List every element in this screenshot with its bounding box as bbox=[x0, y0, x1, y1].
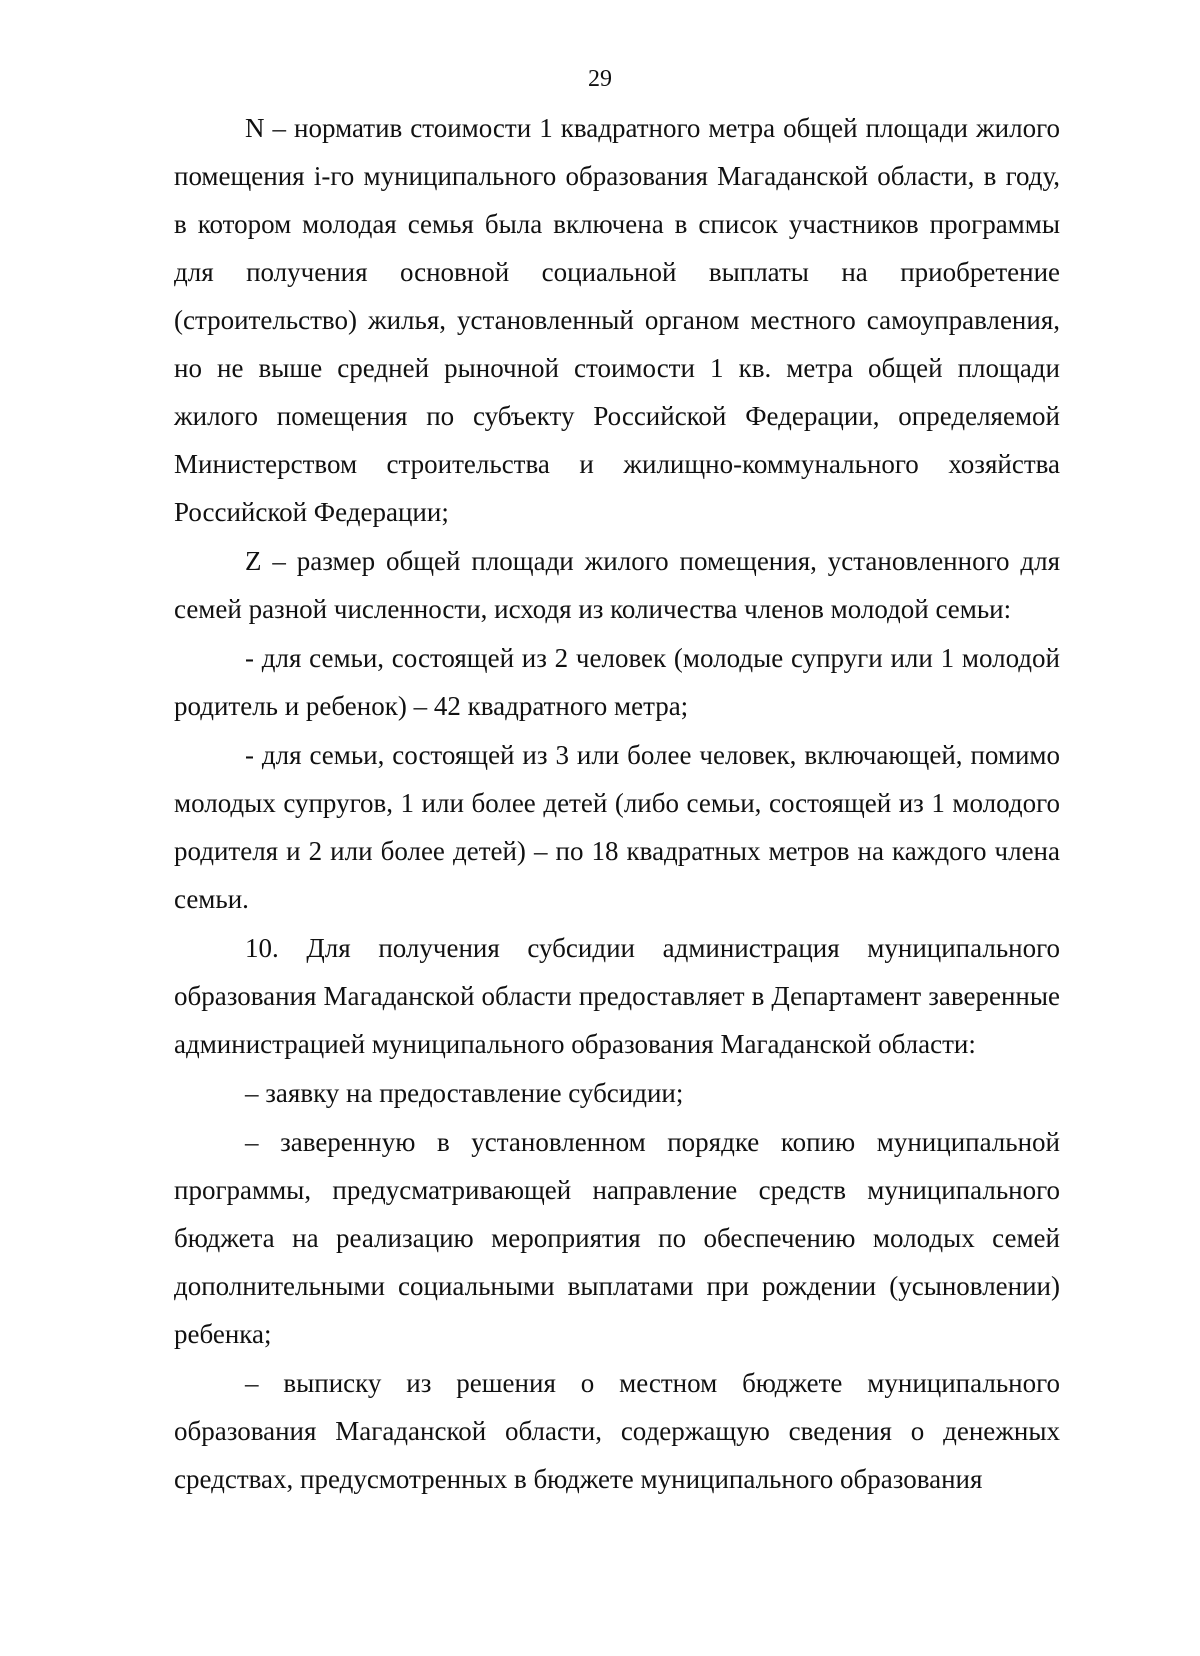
list-item-subsidy-application: – заявку на предоставление субсидии; bbox=[245, 1078, 684, 1108]
list-item-budget-extract: – выписку из решения о местном бюджете муниципального образования Магаданской области, содержащую сведения о денежных средствах, предусмотренных в бюджете муниципального образования bbox=[174, 1368, 1060, 1494]
page-number: 29 bbox=[588, 66, 612, 92]
paragraph-z-definition: Z – размер общей площади жилого помещения, установленного для семей разной численности, исходя из количества членов молодой семьи: bbox=[174, 546, 1060, 624]
document-body bbox=[174, 104, 1060, 1504]
list-item-family-of-two: - для семьи, состоящей из 2 человек (молодые супруги или 1 молодой родитель и ребенок) – 42 квадратного метра; bbox=[174, 643, 1060, 721]
list-item-family-of-three-or-more: - для семьи, состоящей из 3 или более человек, включающей, помимо молодых супругов, 1 или более детей (либо семьи, состоящей из 1 молодого родителя и 2 или более детей) – по 18 квадратных метров на каждого члена семьи. bbox=[174, 740, 1060, 914]
paragraph-n-definition: N – норматив стоимости 1 квадратного метра общей площади жилого помещения i-го муниципального образования Магаданской области, в году, в котором молодая семья была включена в список участников программы для получения основной социальной выплаты на приобретение (строительство) жилья, установленный органом местного самоуправления, но не выше средней рыночной стоимости 1 кв. метра общей площади жилого помещения по субъекту Российской Федерации, определяемой Министерством строительства и жилищно-коммунального хозяйства Российской Федерации; bbox=[174, 113, 1060, 527]
list-item-program-copy: – заверенную в установленном порядке копию муниципальной программы, предусматривающей направление средств муниципального бюджета на реализацию мероприятия по обеспечению молодых семей дополнительными социальными выплатами при рождении (усыновлении) ребенка; bbox=[174, 1127, 1060, 1349]
paragraph-section-10: 10. Для получения субсидии администрация муниципального образования Магаданской области предоставляет в Департамент заверенные администрацией муниципального образования Магаданской области: bbox=[174, 933, 1060, 1059]
